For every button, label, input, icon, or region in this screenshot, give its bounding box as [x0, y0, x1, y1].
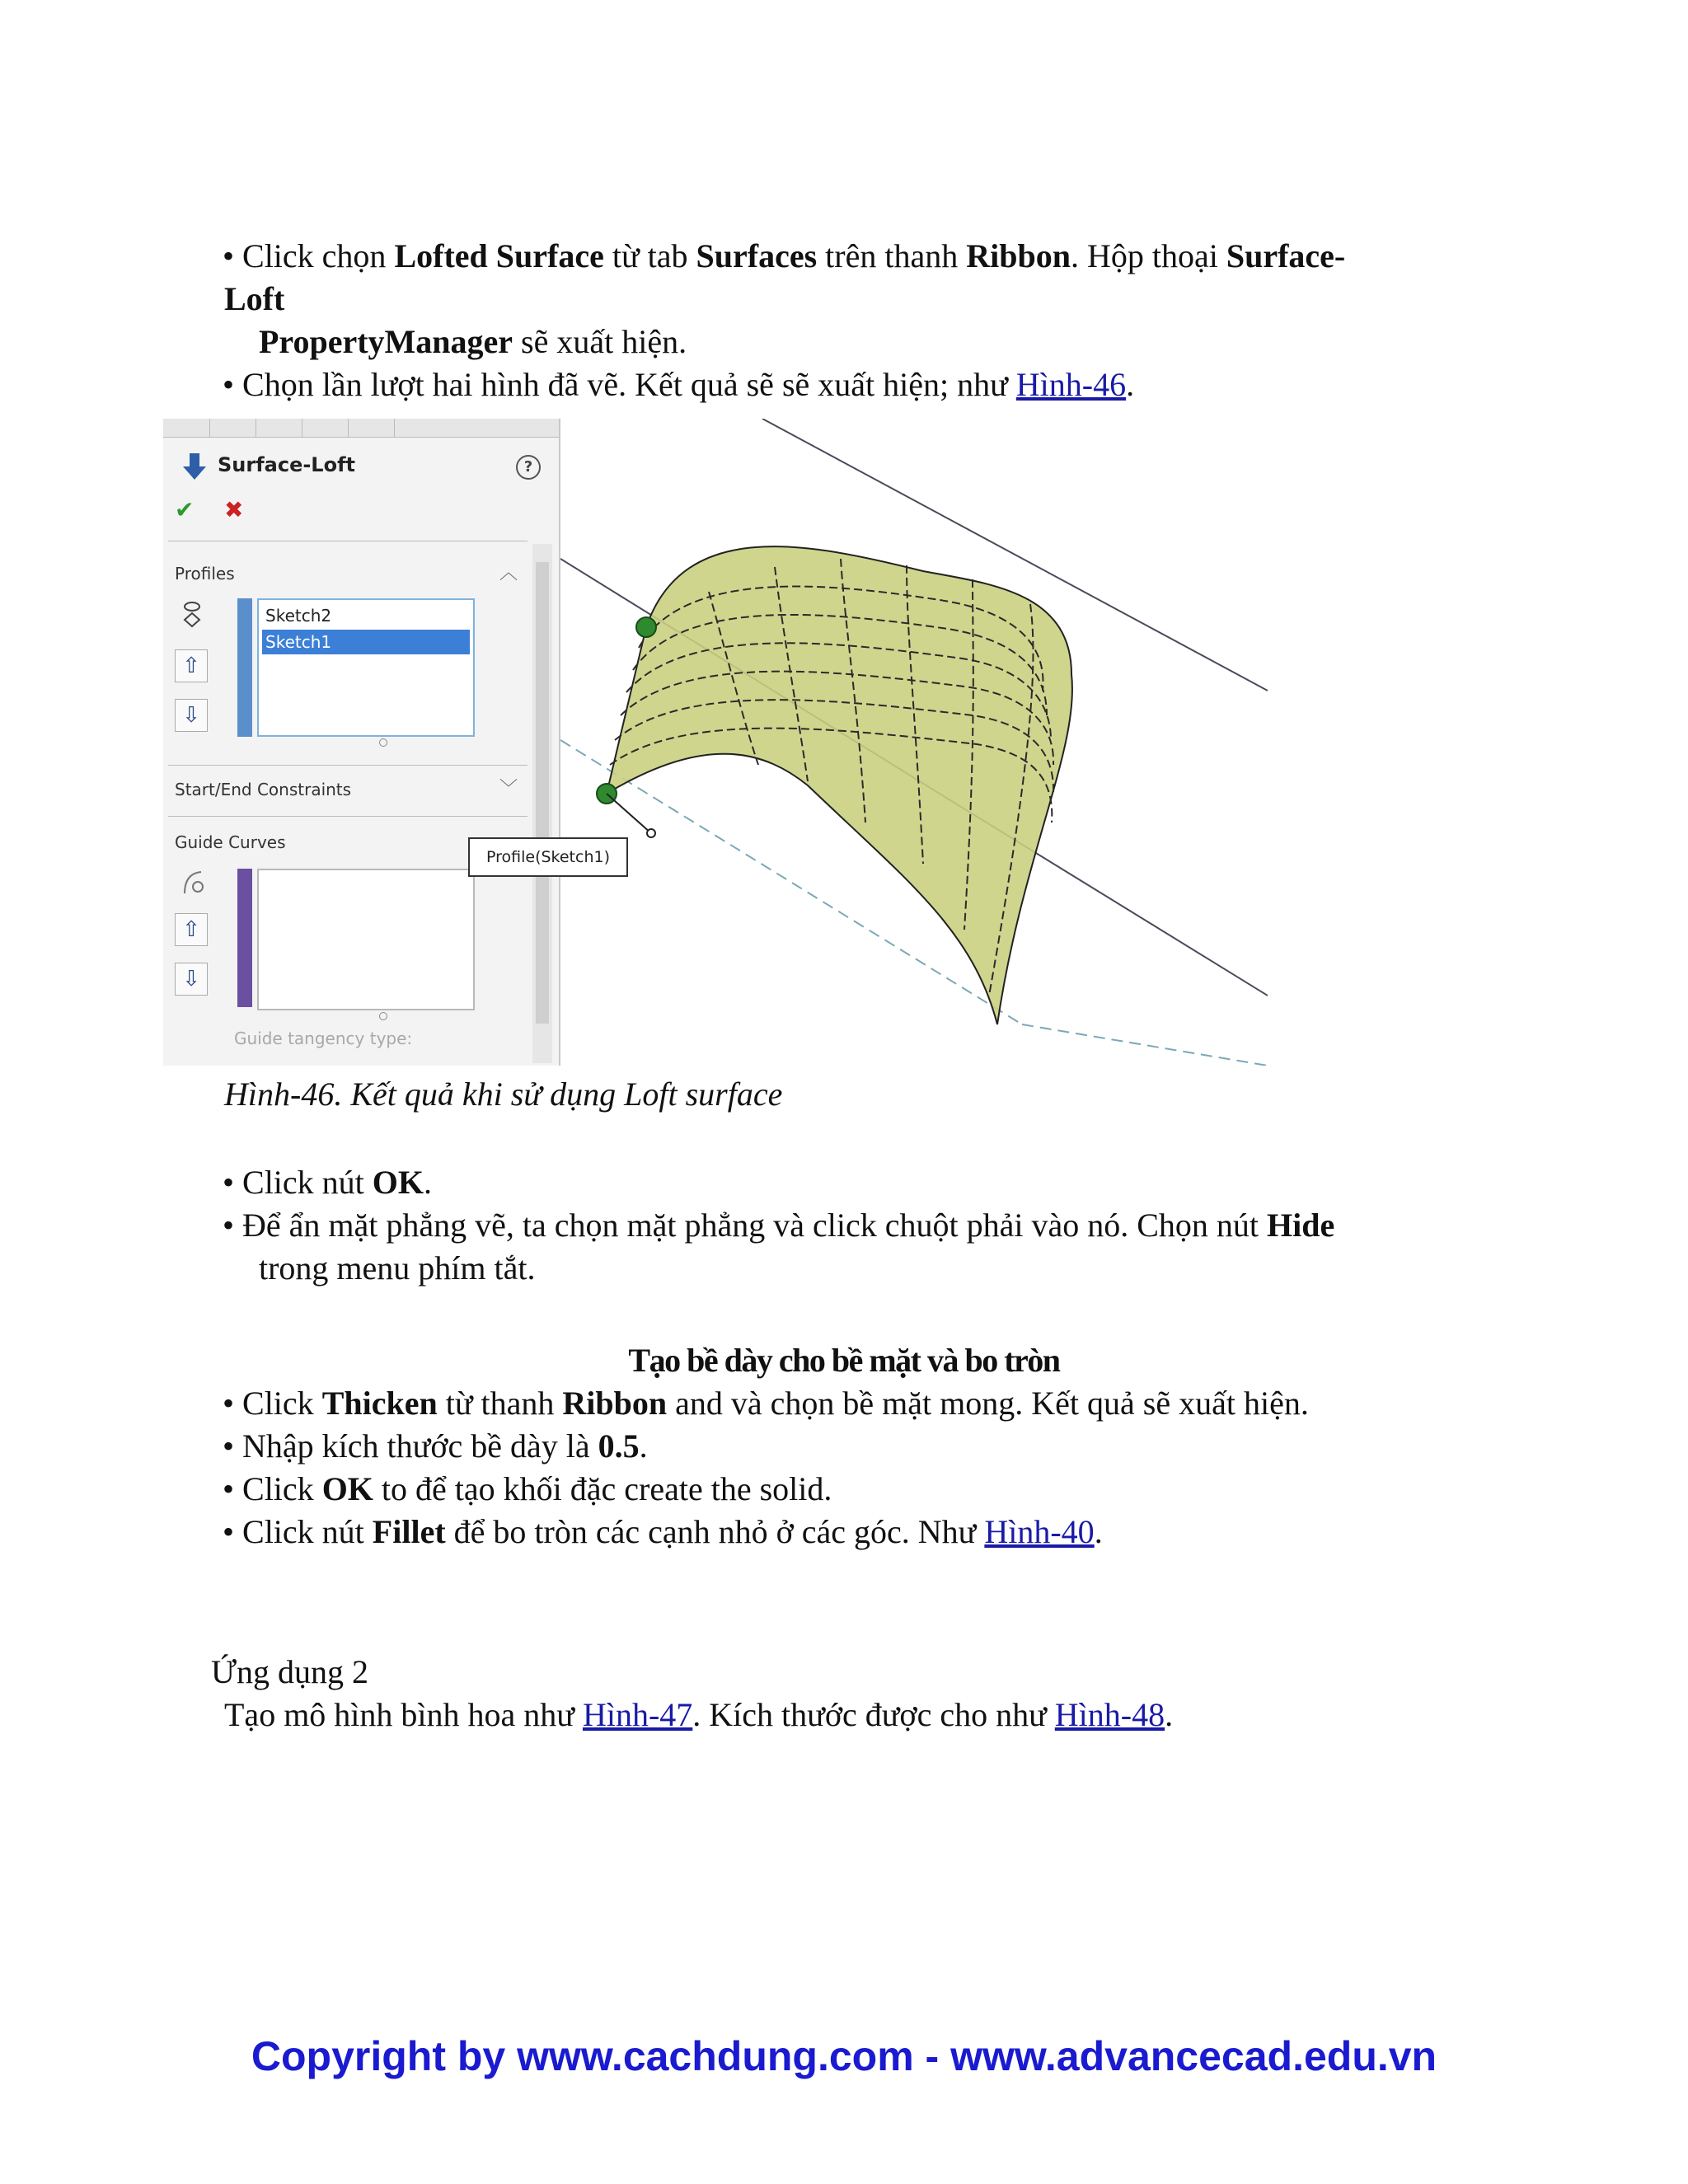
guide-curves-section-title[interactable]: Guide Curves — [175, 832, 286, 852]
bullet: • — [223, 1470, 235, 1507]
resize-grip-icon[interactable] — [379, 738, 387, 747]
bold-term: PropertyManager — [259, 323, 513, 360]
text: Click nút — [234, 1164, 373, 1201]
bullet: • — [223, 366, 235, 403]
paragraph-click-ok — [223, 1162, 432, 1203]
ok-button[interactable]: ✔ — [175, 496, 195, 523]
bold-term: Ribbon — [966, 237, 1071, 274]
text: Click nút — [234, 1513, 373, 1550]
profile-color-strip — [237, 598, 252, 737]
copyright-footer: Copyright by www.cachdung.com - www.advancecad.edu.vn — [251, 2033, 1437, 2079]
paragraph-select-profiles — [223, 364, 1134, 405]
bold-term: Lofted Surface — [394, 237, 604, 274]
text: Click chọn — [234, 237, 395, 274]
text: Chọn lần lượt hai hình đã vẽ. Kết quả sẽ sẽ xuất hiện; như — [234, 366, 1016, 403]
guide-color-strip — [237, 869, 252, 1007]
text: . — [1126, 366, 1135, 403]
text: trên thanh — [817, 237, 967, 274]
profile-callout[interactable]: Profile(Sketch1) — [468, 837, 628, 877]
profile-point-sketch2[interactable] — [636, 617, 656, 637]
bold-term: Thicken — [321, 1385, 438, 1422]
text: . Kích thước được cho như — [692, 1696, 1055, 1733]
constraints-section-title[interactable]: Start/End Constraints — [175, 780, 352, 799]
move-up-button[interactable]: ⇧ — [175, 649, 208, 682]
text: từ tab — [603, 237, 696, 274]
link-figure-48[interactable]: Hình-48 — [1054, 1696, 1165, 1733]
paragraph-thicken — [223, 1383, 1309, 1424]
resize-grip-icon[interactable] — [379, 1012, 387, 1020]
bold-term: OK — [321, 1470, 373, 1507]
bullet: • — [223, 237, 235, 274]
text: Click — [234, 1470, 322, 1507]
loft-surface-graphic[interactable] — [560, 419, 1268, 1066]
text: để bo tròn các cạnh nhỏ ở các góc. Như — [445, 1513, 985, 1550]
text: . Hộp thoại — [1070, 237, 1226, 274]
text: Để ẩn mặt phẳng vẽ, ta chọn mặt phẳng và click chuột phải vào nó. Chọn nút — [234, 1207, 1268, 1244]
move-down-button[interactable]: ⇩ — [175, 963, 208, 996]
text: and và chọn bề mặt mong. Kết quả sẽ xuất hiện. — [667, 1385, 1309, 1422]
link-figure-47[interactable]: Hình-47 — [582, 1696, 693, 1733]
chevron-up-icon[interactable]: ︿ — [499, 563, 518, 583]
text: . — [1165, 1696, 1174, 1733]
text: . — [639, 1427, 648, 1465]
graphics-viewport[interactable] — [485, 419, 1268, 1066]
divider — [168, 765, 528, 766]
text: . — [424, 1164, 433, 1201]
paragraph-create-solid — [223, 1469, 832, 1510]
paragraph-lofted-surface — [223, 236, 1345, 277]
figure-caption: Hình-46. Kết quả khi sử dụng Loft surface — [224, 1076, 783, 1113]
paragraph-hide-plane — [223, 1205, 1334, 1246]
paragraph-vase-model — [224, 1694, 1173, 1736]
bold-term: 0.5 — [598, 1427, 640, 1465]
list-item[interactable]: Sketch1 — [262, 630, 470, 654]
paragraph-thickness — [223, 1426, 648, 1467]
callout-anchor — [647, 829, 655, 837]
link-figure-46[interactable]: Hình-46 — [1015, 366, 1127, 403]
bullet: • — [223, 1207, 235, 1244]
property-manager-panel — [163, 419, 560, 1066]
paragraph-propertymanager — [259, 321, 687, 363]
text: từ thanh — [437, 1385, 563, 1422]
link-figure-40[interactable]: Hình-40 — [984, 1513, 1095, 1550]
paragraph-loft-word: Loft — [224, 280, 285, 317]
callout-leader — [607, 794, 651, 833]
panel-tabs — [163, 419, 559, 438]
bullet: • — [223, 1385, 235, 1422]
guide-curve-icon[interactable] — [180, 869, 206, 897]
chevron-down-icon[interactable]: ﹀ — [499, 779, 518, 799]
move-up-button[interactable]: ⇧ — [175, 913, 208, 946]
bold-term: OK — [372, 1164, 424, 1201]
scrollbar-thumb[interactable] — [536, 562, 549, 1024]
bold-term: Fillet — [372, 1513, 446, 1550]
text: Click — [234, 1385, 322, 1422]
move-down-button[interactable]: ⇩ — [175, 699, 208, 732]
profiles-section-title[interactable]: Profiles — [175, 564, 235, 583]
bullet: • — [223, 1427, 235, 1465]
profiles-listbox[interactable] — [257, 598, 475, 737]
text: sẽ xuất hiện. — [513, 323, 687, 360]
bullet: • — [223, 1513, 235, 1550]
list-item[interactable]: Sketch2 — [265, 606, 332, 626]
text: Tạo mô hình bình hoa như — [224, 1696, 583, 1733]
bold-term: Ribbon — [562, 1385, 668, 1422]
tab-config-manager[interactable] — [256, 419, 302, 437]
bold-term: Surfaces — [696, 237, 818, 274]
tab-dimxpert[interactable] — [302, 419, 349, 437]
guide-curves-listbox[interactable] — [257, 869, 475, 1010]
tab-property-manager[interactable] — [209, 419, 256, 437]
help-icon[interactable]: ? — [516, 455, 541, 480]
bold-term: Hide — [1267, 1207, 1335, 1244]
application-title: Ứng dụng 2 — [211, 1653, 369, 1690]
cancel-button[interactable]: ✖ — [224, 496, 244, 523]
guide-tangency-label: Guide tangency type: — [234, 1029, 413, 1048]
text: . — [1094, 1513, 1103, 1550]
divider — [168, 816, 528, 817]
paragraph-hide-plane-cont: trong menu phím tắt. — [259, 1249, 536, 1286]
text: to để tạo khối đặc create the solid. — [373, 1470, 832, 1507]
paragraph-fillet — [223, 1511, 1103, 1553]
profile-select-icon[interactable] — [180, 598, 204, 631]
panel-title: Surface-Loft — [218, 453, 356, 476]
section-heading: Tạo bề dày cho bề mặt và bo tròn — [628, 1342, 1060, 1379]
panel-scrollbar[interactable] — [532, 544, 552, 1063]
bullet: • — [223, 1164, 235, 1201]
figure-46-screenshot — [163, 419, 1268, 1066]
construction-line — [1022, 1024, 1268, 1066]
tab-display-manager[interactable] — [348, 419, 395, 437]
bold-term: Surface- — [1226, 237, 1346, 274]
loft-feature-icon — [181, 452, 209, 483]
tab-feature-manager[interactable] — [163, 419, 210, 437]
text: Nhập kích thước bề dày là — [234, 1427, 598, 1465]
